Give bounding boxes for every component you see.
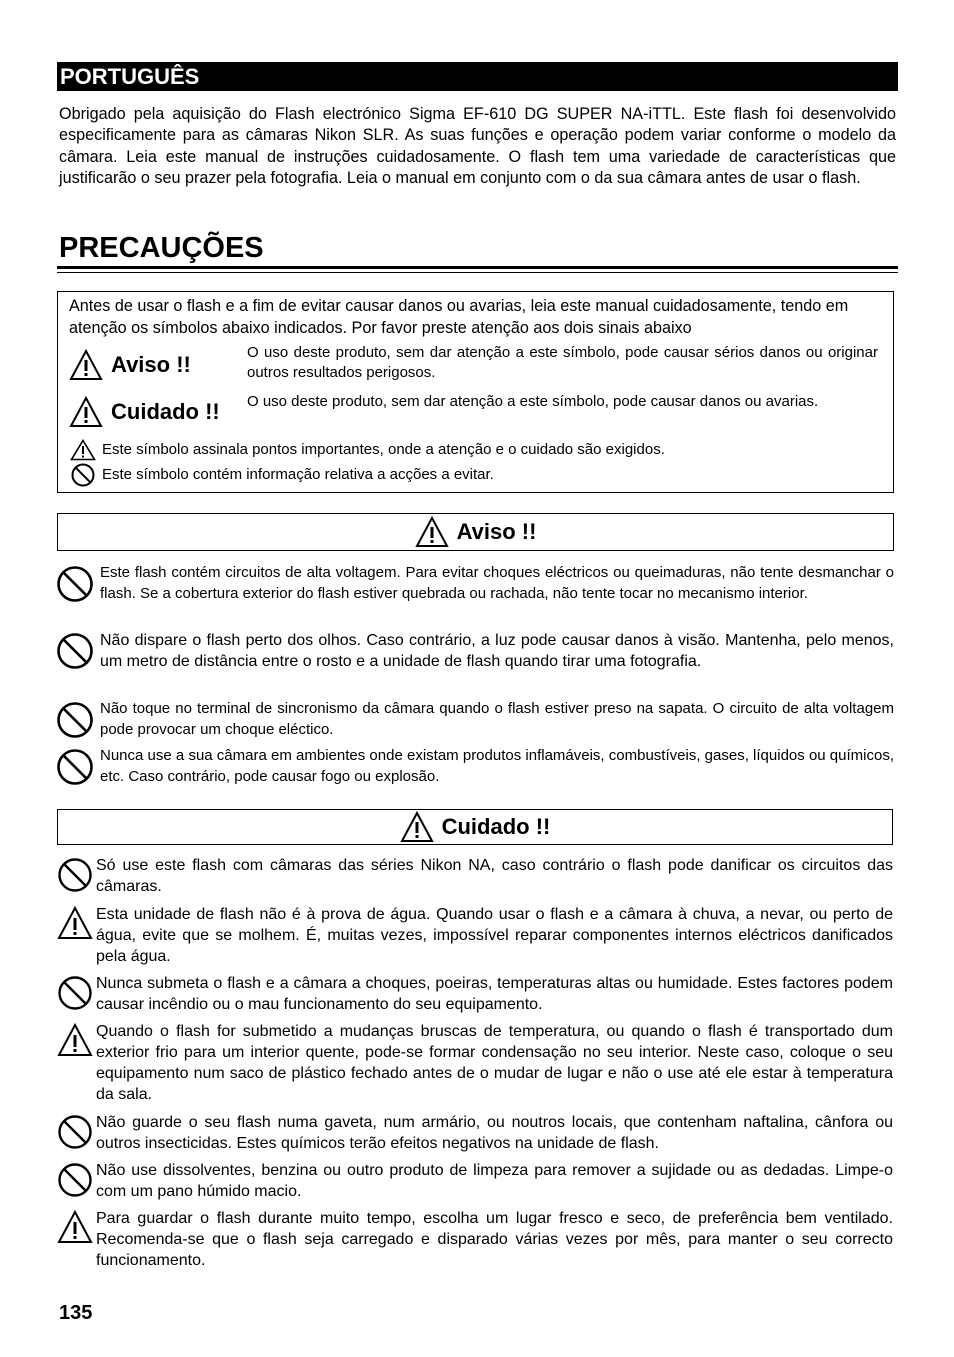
aviso-item-text: Este flash contém circuitos de alta voltagem. Para evitar choques eléctricos ou queimaduras, não tente desmanchar o flash. Se a cobertura exterior do flash estiver quebrada ou rachada, não tente tocar no mecanismo interior. bbox=[100, 564, 894, 602]
cuidado-item-text: Nunca submeta o flash e a câmara a choques, poeiras, temperaturas altas ou humidade. Estes factores podem causar incêndio ou o mau funcionamento do seu equipamento. bbox=[96, 975, 893, 1013]
intro-paragraph: Obrigado pela aquisição do Flash electrónico Sigma EF-610 DG SUPER NA-iTTL. Este flash foi desenvolvido especificamente para as câmaras Nikon SLR. As suas funções e operação podem variar conforme o modelo da câmara. Leia este manual de instruções cuidadosamente. O flash tem uma variedade de características que justificarão o seu prazer pela fotografia. Leia o manual em conjunto com o da sua câmara antes de usar o flash. bbox=[59, 105, 896, 187]
cuidado-section-title: Cuidado !! bbox=[441, 814, 551, 839]
warning-icon bbox=[54, 1208, 96, 1271]
prohibition-icon bbox=[54, 855, 96, 897]
cuidado-item-text: Não use dissolventes, benzina ou outro produto de limpeza para remover a sujidade ou as dedadas. Limpe-o com um pano húmido macio. bbox=[96, 1162, 893, 1200]
prohibition-symbol-legend bbox=[70, 463, 494, 487]
aviso-section-header bbox=[57, 513, 894, 551]
cuidado-item-text: Quando o flash for submetido a mudanças bruscas de temperatura, ou quando o flash é transportado dum exterior frio para um interior quente, pode-se formar condensação no seu interior. Neste caso, coloque o seu equipamento num saco de plástico fechado antes de o mudar de lugar e não o use até ele estar à temperatura da sala. bbox=[96, 1023, 893, 1103]
prohibition-icon bbox=[54, 973, 96, 1015]
page-title: PRECAUÇÕES bbox=[59, 232, 264, 264]
language-header: PORTUGUÊS bbox=[57, 62, 898, 91]
cuidado-section-header bbox=[57, 809, 893, 845]
warning-icon bbox=[415, 516, 449, 548]
aviso-item-text: Nunca use a sua câmara em ambientes onde existam produtos inflamáveis, combustíveis, gases, líquidos ou químicos, etc. Caso contrário, pode causar fogo ou explosão. bbox=[100, 747, 894, 785]
symbol-legend-intro: Antes de usar o flash e a fim de evitar causar danos ou avarias, leia este manual cuidadosamente, tendo em atenção os símbolos abaixo indicados. Por favor preste atenção aos dois sinais abaixo bbox=[69, 297, 849, 337]
cuidado-item bbox=[54, 1160, 894, 1202]
aviso-label: Aviso !! bbox=[111, 352, 191, 377]
title-rule-thin bbox=[57, 272, 898, 273]
cuidado-item bbox=[54, 973, 894, 1015]
prohibition-symbol-text: Este símbolo contém informação relativa a acções a evitar. bbox=[102, 466, 494, 483]
cuidado-label: Cuidado !! bbox=[111, 399, 220, 424]
warning-icon bbox=[54, 1021, 96, 1105]
aviso-item bbox=[54, 746, 894, 787]
page-number: 135 bbox=[59, 1302, 93, 1324]
cuidado-item bbox=[54, 1208, 894, 1271]
prohibition-icon bbox=[54, 746, 96, 787]
title-rule-thick bbox=[57, 266, 898, 269]
cuidado-item bbox=[54, 1021, 894, 1105]
cuidado-description: O uso deste produto, sem dar atenção a este símbolo, pode causar danos ou avarias. bbox=[247, 393, 819, 410]
prohibition-icon bbox=[54, 563, 96, 604]
warning-icon bbox=[400, 811, 434, 843]
aviso-item bbox=[54, 563, 894, 604]
cuidado-item-text: Não guarde o seu flash numa gaveta, num armário, ou noutros locais, que contenham naftalina, cânfora ou outros insecticidas. Estes químicos terão efeitos negativos na unidade de flash. bbox=[96, 1114, 893, 1152]
aviso-item-text: Não toque no terminal de sincronismo da câmara quando o flash estiver preso na sapata. O circuito de alta voltagem pode provocar um choque eléctico. bbox=[100, 700, 894, 738]
warning-icon bbox=[70, 439, 96, 461]
aviso-item bbox=[54, 699, 894, 740]
cuidado-item bbox=[54, 855, 894, 897]
cuidado-legend-row bbox=[69, 392, 878, 428]
cuidado-item-text: Para guardar o flash durante muito tempo, escolha um lugar fresco e seco, de preferência bem ventilado. Recomenda-se que o flash seja carregado e disparado várias vezes por mês, para manter o seu correcto funcionamento. bbox=[96, 1210, 893, 1269]
warning-symbol-legend bbox=[70, 439, 665, 461]
cuidado-item bbox=[54, 1112, 894, 1154]
prohibition-icon bbox=[54, 630, 96, 672]
aviso-legend-row bbox=[69, 343, 878, 383]
aviso-description: O uso deste produto, sem dar atenção a este símbolo, pode causar sérios danos ou originar outros resultados perigosos. bbox=[247, 344, 878, 381]
cuidado-item-text: Só use este flash com câmaras das séries Nikon NA, caso contrário o flash pode danificar os circuitos das câmaras. bbox=[96, 857, 893, 895]
prohibition-icon bbox=[70, 463, 96, 487]
warning-icon bbox=[69, 349, 103, 381]
aviso-item bbox=[54, 630, 894, 672]
warning-icon bbox=[54, 904, 96, 967]
cuidado-item-text: Esta unidade de flash não é à prova de água. Quando usar o flash e a câmara à chuva, a nevar, ou perto de água, evite que se molhem. É, muitas vezes, impossível reparar componentes internos eléctricos danificados pela água. bbox=[96, 906, 893, 965]
prohibition-icon bbox=[54, 1112, 96, 1154]
prohibition-icon bbox=[54, 1160, 96, 1202]
cuidado-item bbox=[54, 904, 894, 967]
aviso-item-text: Não dispare o flash perto dos olhos. Caso contrário, a luz pode causar danos à visão. Mantenha, pelo menos, um metro de distância entre o rosto e a unidade de flash quando tirar uma fotografia. bbox=[100, 632, 894, 670]
aviso-section-title: Aviso !! bbox=[456, 519, 537, 544]
warning-symbol-text: Este símbolo assinala pontos importantes, onde a atenção e o cuidado são exigidos. bbox=[102, 441, 665, 458]
warning-icon bbox=[69, 396, 103, 428]
prohibition-icon bbox=[54, 699, 96, 740]
